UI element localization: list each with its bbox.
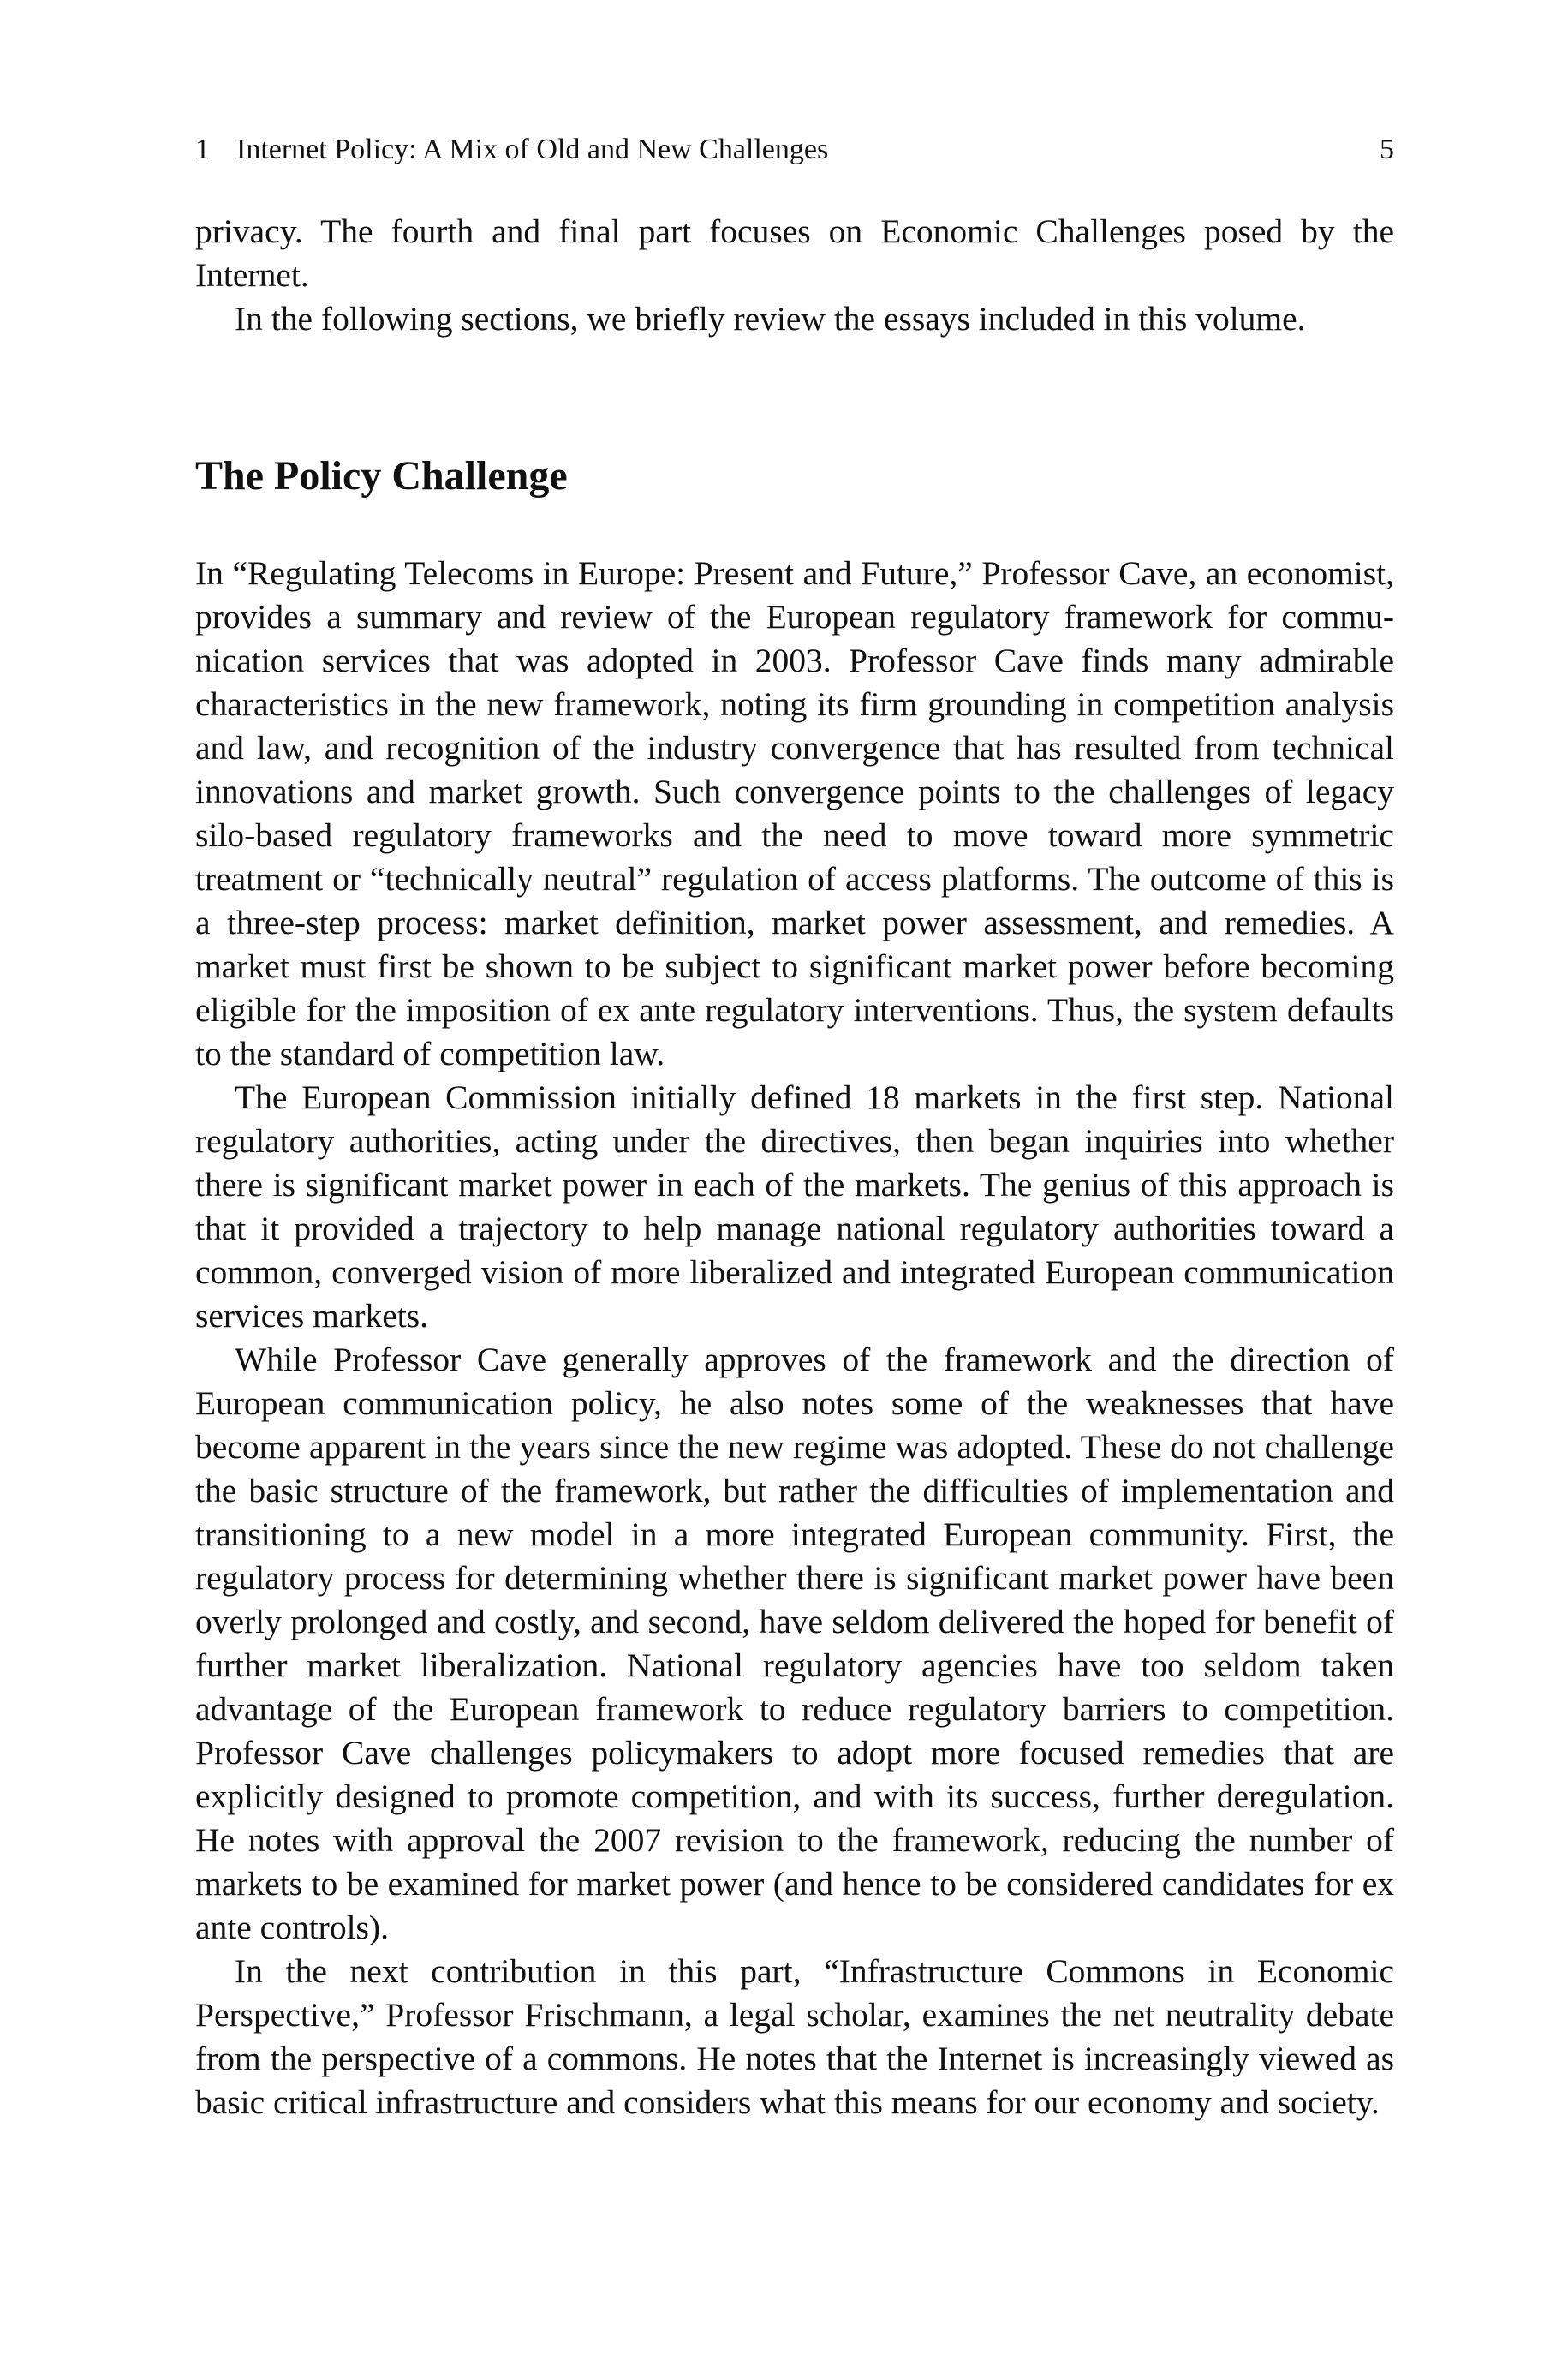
paragraph: While Professor Cave generally approves of the framework and the direction of European communication policy, he also notes some of the weaknesses that have become apparent in the years since the new regime was adopted. These do not challenge the basic structure of the framework, but rather the difficulties of implementation and transitioning to a new model in a more integrated European community. First, the regulatory process for determining whether there is significant market power have been overly prolonged and costly, and second, have seldom delivered the hoped for benefit of further market liberalization. National regulatory agencies have too seldom taken advantage of the European framework to reduce regulatory barriers to competition. Professor Cave challenges policymakers to adopt more focused remedies that are explicitly designed to promote competition, and with its success, further deregulation. He notes with approval the 2007 revision to the framework, reducing the number of markets to be examined for market power (and hence to be considered candidates for ex ante controls).	[195, 1341, 1394, 1946]
paragraph: In “Regulating Telecoms in Europe: Present and Future,” Professor Cave, an economist, provides a summary and review of the European regulatory framework for communication services that was adopted in 2003. Professor Cave finds many admirable characteristics in the new framework, noting its firm grounding in competition analysis and law, and recognition of the industry convergence that has resulted from technical innovations and market growth. Such convergence points to the challenges of legacy silo-based regulatory frameworks and the need to move toward more symmetric treatment or “technically neutral” regulation of access platforms. The outcome of this is a three-step process: market definition, market power assessment, and remedies. A market must first be shown to be subject to significant market power before becoming eligible for the imposition of ex ante regulatory interventions. Thus, the system defaults to the standard of competition law.	[195, 554, 1394, 1072]
paragraph: In the next contribution in this part, “Infrastructure Commons in Economic Perspective,” Professor Frischmann, a legal scholar, examines the net neutrality debate from the perspective of a commons. He notes that the Internet is increasingly viewed as basic critical infrastructure and considers what this means for our economy and society.	[195, 1952, 1394, 2121]
page-number: 5	[1380, 134, 1394, 165]
paragraph: privacy. The fourth and final part focuses on Economic Challenges posed by the Internet.	[195, 212, 1394, 294]
intro-text	[195, 210, 1394, 341]
chapter-number: 1	[195, 134, 210, 165]
paragraph: The European Commission initially defined 18 markets in the first step. National regulatory authorities, acting under the directives, then began inquiries into whether there is significant market power in each of the markets. The genius of this approach is that it provided a trajectory to help manage national regulatory authorities toward a common, converged vision of more liberalized and integrated European communication services markets.	[195, 1078, 1394, 1335]
chapter-title: Internet Policy: A Mix of Old and New Challenges	[236, 134, 829, 165]
paragraph: In the following sections, we briefly review the essays included in this volume.	[235, 300, 1306, 338]
section-body	[195, 552, 1394, 2124]
section-heading: The Policy Challenge	[195, 453, 568, 499]
running-header	[195, 128, 1394, 171]
